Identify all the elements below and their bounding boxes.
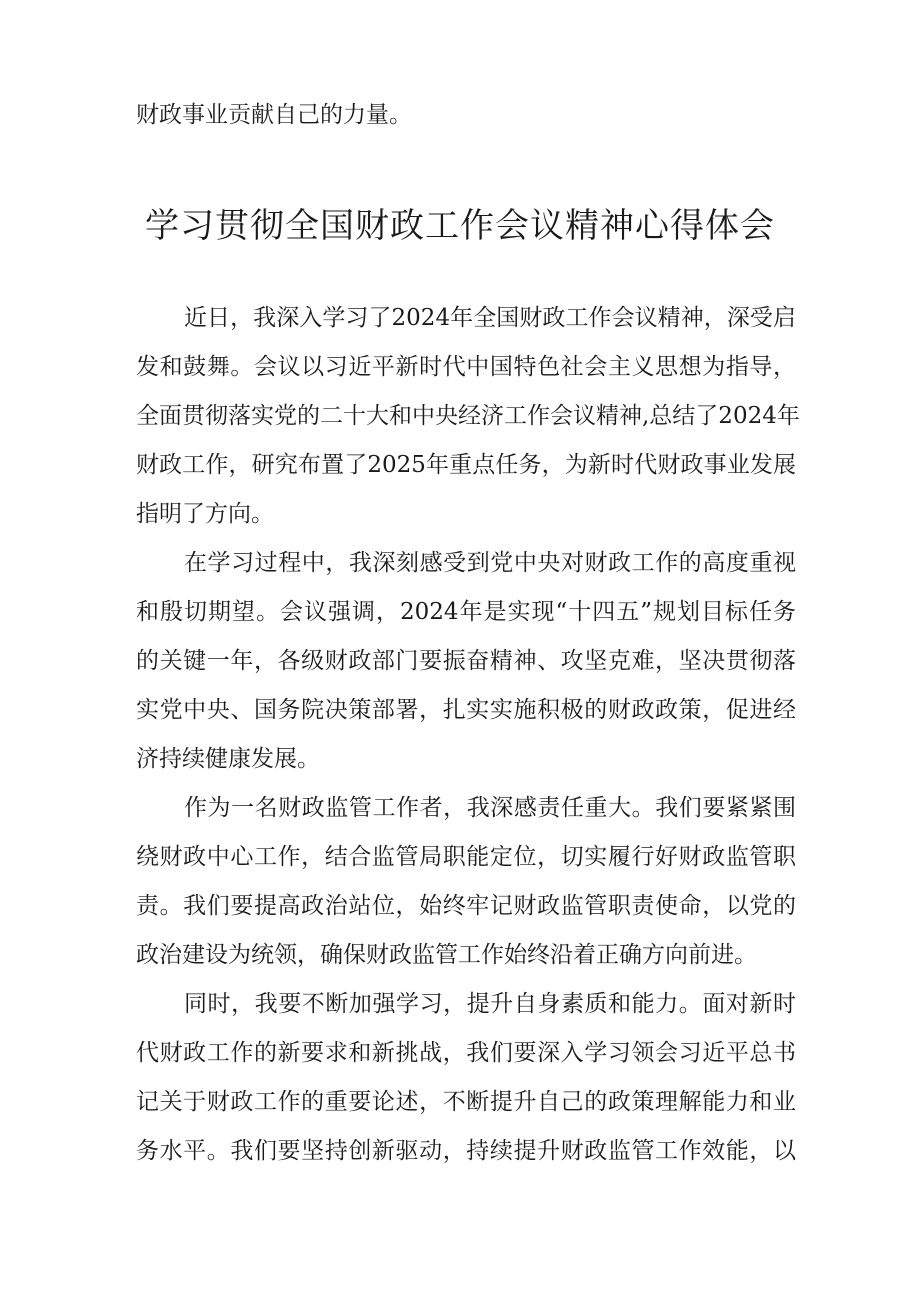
paragraph-line: 同时，我要不断加强学习，提升自身素质和能力。面对新时 — [184, 991, 796, 1017]
paragraph-line: 作为一名财政监管工作者，我深感责任重大。我们要紧紧围 — [184, 795, 796, 821]
carryover-line: 财政事业贡献自己的力量。 — [136, 102, 412, 128]
paragraph-line: 和殷切期望。会议强调，2024年是实现“十四五”规划目标任务 — [136, 599, 796, 625]
paragraph-line: 在学习过程中，我深刻感受到党中央对财政工作的高度重视 — [184, 550, 796, 576]
paragraph-line: 指明了方向。 — [136, 501, 274, 527]
paragraph-line: 的关键一年，各级财政部门要振奋精神、攻坚克难，坚决贯彻落 — [136, 648, 796, 674]
paragraph-line: 全面贯彻落实党的二十大和中央经济工作会议精神,总结了2024年 — [136, 403, 800, 429]
paragraph-line: 实党中央、国务院决策部署，扎实实施积极的财政政策，促进经 — [136, 697, 796, 723]
paragraph-line: 济持续健康发展。 — [136, 746, 320, 772]
page-title: 学习贯彻全国财政工作会议精神心得体会 — [145, 206, 775, 246]
paragraph-line: 务水平。我们要坚持创新驱动，持续提升财政监管工作效能，以 — [136, 1138, 796, 1164]
paragraph-line: 责。我们要提高政治站位，始终牢记财政监管职责使命，以党的 — [136, 893, 796, 919]
paragraph-line: 财政工作，研究布置了2025年重点任务，为新时代财政事业发展 — [136, 452, 796, 478]
paragraph-line: 记关于财政工作的重要论述，不断提升自己的政策理解能力和业 — [136, 1089, 796, 1115]
paragraph-line: 发和鼓舞。会议以习近平新时代中国特色社会主义思想为指导， — [136, 354, 796, 380]
paragraph-line: 政治建设为统领，确保财政监管工作始终沿着正确方向前进。 — [136, 942, 757, 968]
paragraph-line: 绕财政中心工作，结合监管局职能定位，切实履行好财政监管职 — [136, 844, 796, 870]
paragraph-line: 近日，我深入学习了2024年全国财政工作会议精神，深受启 — [184, 305, 796, 331]
paragraph-line: 代财政工作的新要求和新挑战，我们要深入学习领会习近平总书 — [136, 1040, 796, 1066]
